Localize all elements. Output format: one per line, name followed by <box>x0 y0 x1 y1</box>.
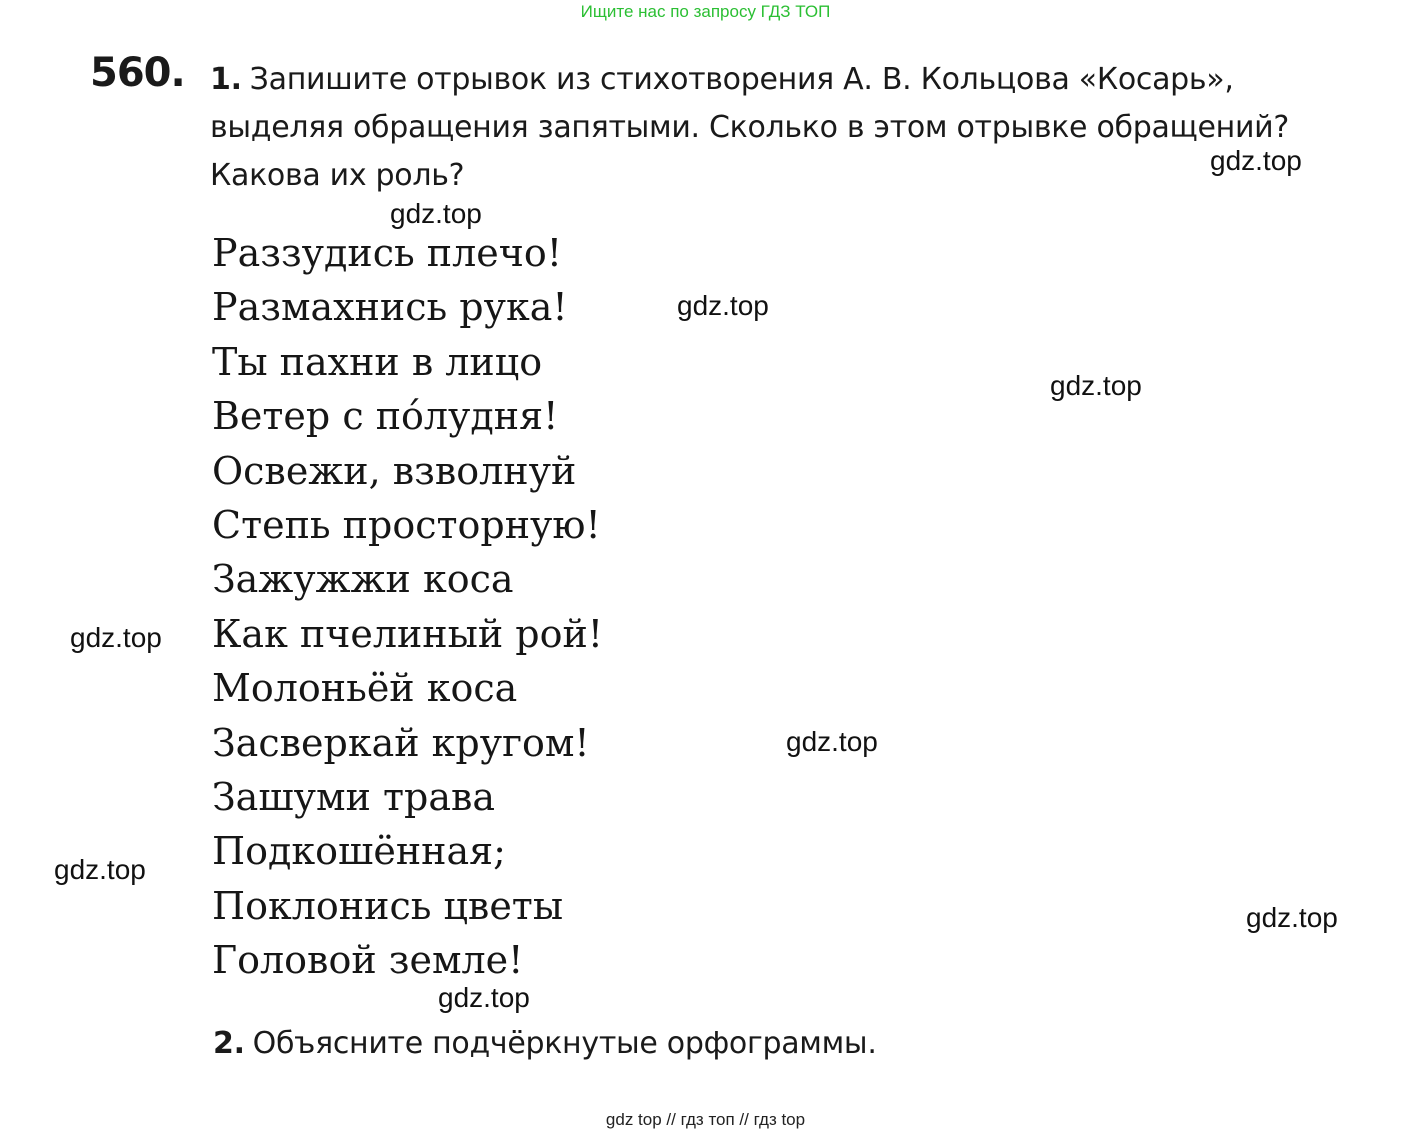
task-2-number: 2. <box>213 1026 245 1061</box>
watermark: gdz.top <box>1246 902 1338 933</box>
poem-line: Поклонись цветы <box>212 883 564 928</box>
poem-line: Ты пахни в лицо <box>212 339 543 384</box>
watermark: gdz.top <box>1210 145 1302 176</box>
poem-line: Зажужжи коса <box>212 557 514 602</box>
watermark: gdz.top <box>438 982 530 1013</box>
poem-excerpt <box>212 230 603 991</box>
watermark: gdz.top <box>390 198 482 229</box>
poem-line: Как пчелиный рой! <box>212 611 604 656</box>
task-1 <box>210 56 1360 200</box>
poem-line: Освежи, взволнуй <box>212 448 577 493</box>
watermark: gdz.top <box>677 290 769 321</box>
task-2 <box>213 1026 877 1061</box>
poem-line: Степь просторную! <box>212 502 601 547</box>
search-banner[interactable]: Ищите нас по запросу ГДЗ ТОП <box>580 2 831 21</box>
poem-line: Молоньёй коса <box>212 666 518 711</box>
watermark: gdz.top <box>1050 370 1142 401</box>
poem-line: Подкошённая; <box>212 829 506 874</box>
watermark: gdz.top <box>70 622 162 653</box>
task-1-text: Запишите отрывок из стихотворения А. В. Кольцова «Косарь», выделяя обращения запятыми. Сколько в этом отрывке обращений? Какова их роль? <box>210 62 1289 193</box>
poem-line: Раззудись плечо! <box>212 231 563 275</box>
task-1-number: 1. <box>210 62 242 97</box>
footer-links[interactable]: gdz top // гдз топ // гдз top <box>605 1110 806 1129</box>
task-2-text: Объясните подчёркнутые орфограммы. <box>252 1026 877 1061</box>
poem-line: Размахнись рука! <box>212 285 568 330</box>
poem-line: Ветер с пóлудня! <box>212 394 559 439</box>
poem-line: Головой земле! <box>212 938 524 983</box>
watermark: gdz.top <box>54 854 146 885</box>
poem-line: Засверкай кругом! <box>212 720 590 765</box>
watermark: gdz.top <box>786 726 878 757</box>
poem-line: Зашуми трава <box>212 774 496 819</box>
exercise-number: 560. <box>90 50 185 96</box>
